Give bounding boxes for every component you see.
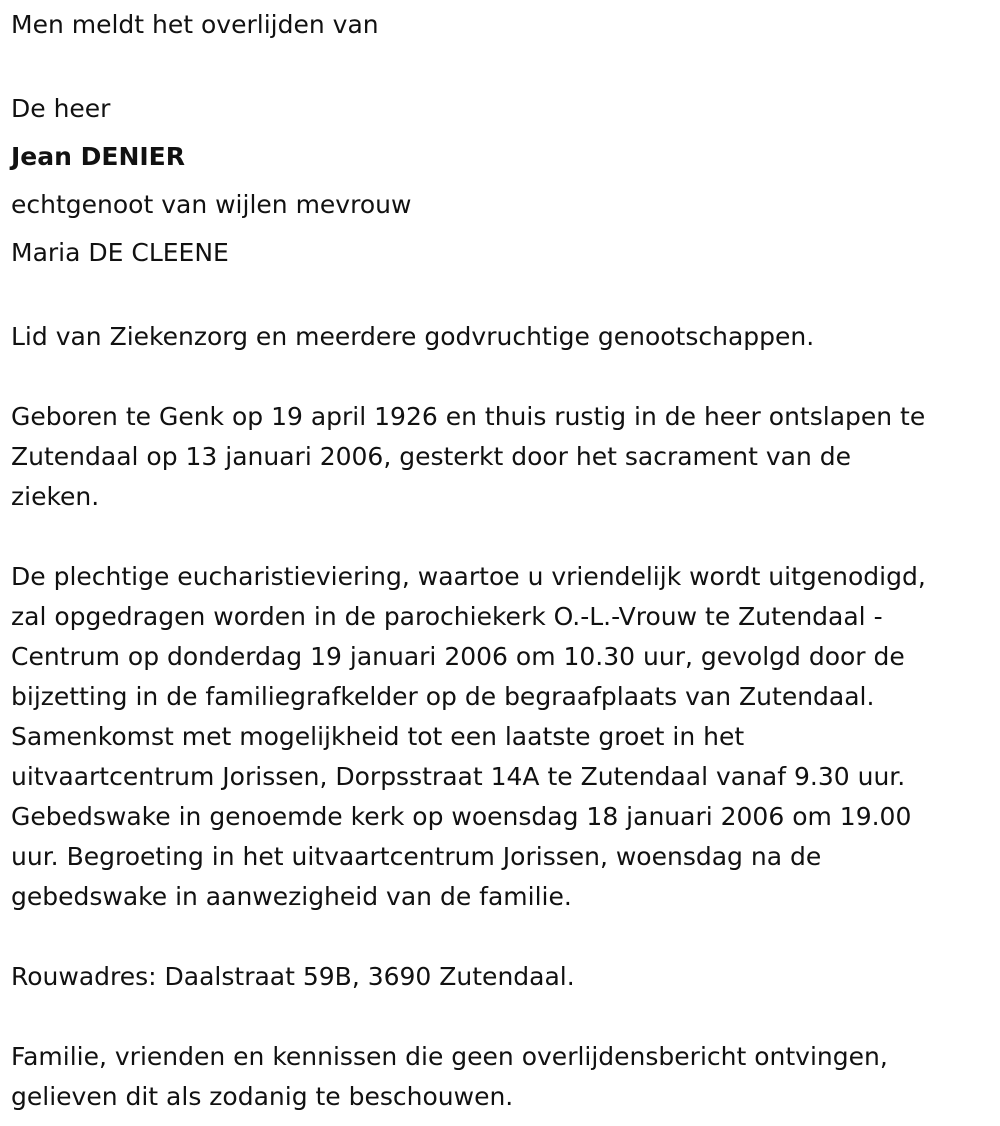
deceased-name: Jean DENIER: [11, 142, 186, 171]
spacer: [11, 997, 991, 1037]
honorific: De heer: [11, 94, 111, 123]
closing-line: Familie, vrienden en kennissen die geen overlijdensbericht ontvingen,: [11, 1042, 888, 1071]
ceremony-line: Centrum op donderdag 19 januari 2006 om 10.30 uur, gevolgd door de: [11, 642, 905, 671]
membership-paragraph: [11, 317, 991, 357]
ceremony-line: De plechtige eucharistieviering, waartoe u vriendelijk wordt uitgenodigd,: [11, 562, 926, 591]
ceremony-line: gebedswake in aanwezigheid van de familie.: [11, 882, 572, 911]
birth-death-line: Zutendaal op 13 januari 2006, gesterkt door het sacrament van de: [11, 442, 852, 471]
spacer: [11, 357, 991, 397]
relation-line: echtgenoot van wijlen mevrouw: [11, 190, 412, 219]
spacer: [11, 277, 991, 317]
birth-death-paragraph: [11, 397, 991, 517]
spacer: [11, 517, 991, 557]
mourning-address-paragraph: [11, 957, 991, 997]
birth-death-line: zieken.: [11, 482, 100, 511]
spouse-name: Maria DE CLEENE: [11, 238, 229, 267]
intro-line: Men meldt het overlijden van: [11, 10, 379, 39]
obituary-document: [11, 5, 991, 1117]
ceremony-line: zal opgedragen worden in de parochiekerk O.-L.-Vrouw te Zutendaal -: [11, 602, 883, 631]
closing-line: gelieven dit als zodanig te beschouwen.: [11, 1082, 514, 1111]
spacer: [11, 917, 991, 957]
ceremony-paragraph: [11, 557, 991, 917]
closing-paragraph: [11, 1037, 991, 1117]
ceremony-line: uur. Begroeting in het uitvaartcentrum Jorissen, woensdag na de: [11, 842, 822, 871]
ceremony-line: Gebedswake in genoemde kerk op woensdag 18 januari 2006 om 19.00: [11, 802, 912, 831]
birth-death-line: Geboren te Genk op 19 april 1926 en thuis rustig in de heer ontslapen te: [11, 402, 926, 431]
ceremony-line: Samenkomst met mogelijkheid tot een laatste groet in het: [11, 722, 745, 751]
ceremony-line: bijzetting in de familiegrafkelder op de begraafplaats van Zutendaal.: [11, 682, 875, 711]
spacer: [11, 45, 991, 85]
ceremony-line: uitvaartcentrum Jorissen, Dorpsstraat 14A te Zutendaal vanaf 9.30 uur.: [11, 762, 906, 791]
deceased-header: [11, 85, 991, 277]
mourning-address: Rouwadres: Daalstraat 59B, 3690 Zutendaal.: [11, 962, 575, 991]
membership-line: Lid van Ziekenzorg en meerdere godvruchtige genootschappen.: [11, 322, 815, 351]
